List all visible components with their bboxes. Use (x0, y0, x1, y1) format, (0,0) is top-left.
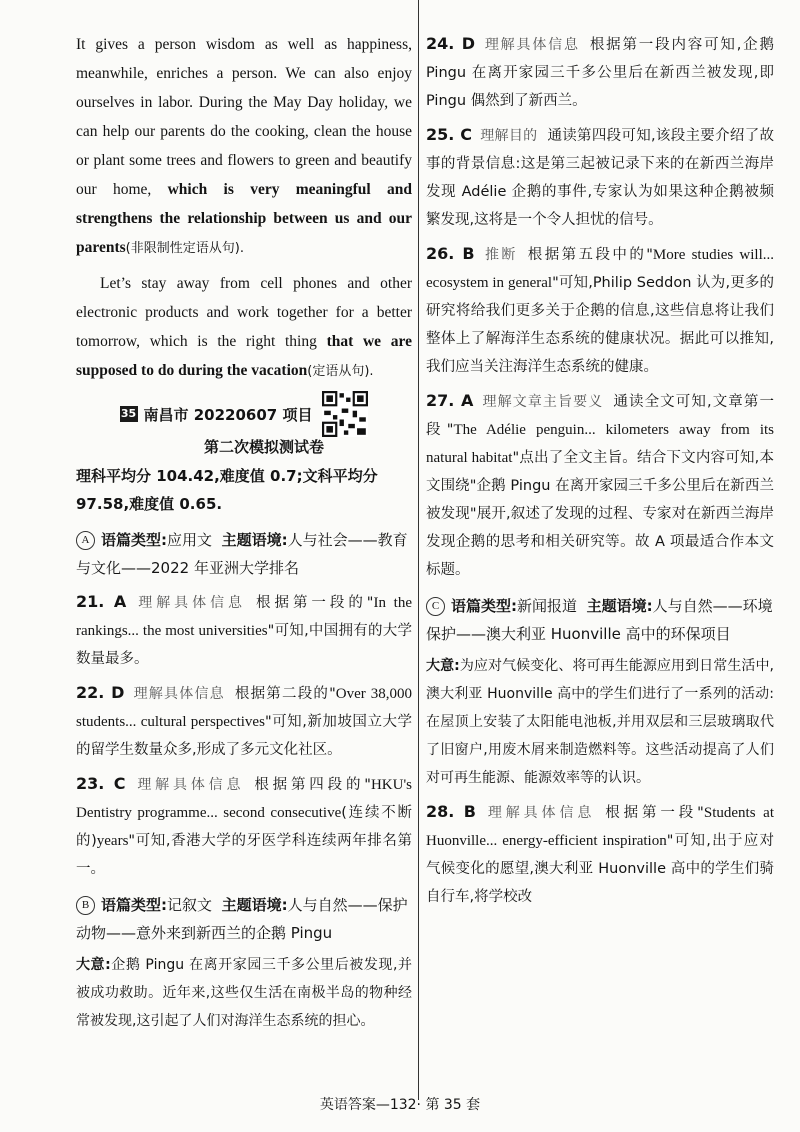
answer-28: 28. B 理解具体信息 根据第一段"Students at Huonville... energy-efficient inspiration"可知,出于应对气候变化的愿望,澳大利亚 Huonville 高中的学生们骑自行车,将学校改 (426, 802, 775, 905)
section-letter: A (76, 531, 95, 550)
section-b-summary: 大意:企鹅 Pingu 在离开家园三千多公里后被发现,并被成功救助。近年来,这些仅生活在南极半岛的物种经常被发现,这引起了人们对海洋生态系统的担心。 (76, 957, 412, 1029)
exam-title: 南昌市 20220607 项目 (143, 405, 313, 424)
exam-subtitle: 第二次模拟测试卷 (203, 438, 324, 456)
section-a-header: A 语篇类型:应用文 主题语境:人与社会——教育与文化——2022 年亚洲大学排名 (76, 531, 408, 577)
answer-23: 23. C 理解具体信息 根据第四段的"HKU's Dentistry programme... second consecutive(连续不断的)years"可知,香港大学的牙医学科连续两年排名第一。 (76, 774, 413, 877)
section-c-header: C 语篇类型:新闻报道 主题语境:人与自然——环境保护——澳大利亚 Huonville 高中的环保项目 (426, 597, 773, 643)
right-column (426, 30, 774, 911)
score-stats: 理科平均分 104.42,难度值 0.7;文科平均分 97.58,难度值 0.65. (76, 467, 378, 513)
answer-24: 24. D 理解具体信息 根据第一段内容可知,企鹅 Pingu 在离开家园三千多公里后在新西兰被发现,即 Pingu 偶然到了新西兰。 (426, 34, 775, 109)
section-letter: C (426, 597, 445, 616)
answer-22: 22. D 理解具体信息 根据第二段的"Over 38,000 students... cultural perspectives"可知,新加坡国立大学的留学生数量众多,形成了多元文化社区。 (76, 683, 413, 758)
answer-25: 25. C 理解目的 通读第四段可知,该段主要介绍了故事的背景信息:这是第三起被记录下来的在新西兰海岸发现 Adélie 企鹅的事件,专家认为如果这种企鹅被频繁发现,这将是一个令人担忧的信号。 (426, 125, 774, 228)
qr-code-icon (322, 391, 368, 437)
essay-paragraph-2: Let’s stay away from cell phones and other electronic products and work together for a better tomorrow, which is the right thing that we are supposed to do during the vacation(定语从句). (76, 275, 412, 379)
left-column (76, 30, 412, 1035)
column-divider (418, 0, 419, 1100)
answer-21: 21. A 理解具体信息 根据第一段的"In the rankings... the most universities"可知,中国拥有的大学数量最多。 (76, 592, 413, 667)
section-c-summary: 大意:为应对气候变化、将可再生能源应用到日常生活中,澳大利亚 Huonville 高中的学生们进行了一系列的活动:在屋顶上安装了太阳能电池板,并用双层和三层玻璃取代了旧窗户,用废木屑来制造燃料等。这些活动提高了人们对可再生能源、能源效率等的认识。 (426, 658, 774, 786)
page-footer: 英语答案—132· 第 35 套 (319, 1097, 481, 1113)
set-number-badge: 35 (120, 407, 137, 420)
exam-title-row (76, 396, 412, 432)
answer-26: 26. B 推断 根据第五段中的"More studies will... ecosystem in general"可知,Philip Seddon 认为,更多的研究将给我们更多关于企鹅的信息,这些信息将让我们整体上了解海洋生态系统的健康状况。据此可以推知,我们应当关注海洋生态系统的健康。 (426, 244, 775, 375)
section-b-header: B 语篇类型:记叙文 主题语境:人与自然——保护动物——意外来到新西兰的企鹅 Pingu (76, 896, 408, 942)
essay-paragraph-1: It gives a person wisdom as well as happiness, meanwhile, enriches a person. We can also enjoy ourselves in labor. During the May Day holiday, we can help our parents do the cooking, clean the house or plant some trees and flowers to green and beautify our home, which is very meaningful and strengthens the relationship between us and our parents(非限制性定语从句). (76, 36, 412, 256)
answer-27: 27. A 理解文章主旨要义 通读全文可知,文章第一段"The Adélie penguin... kilometers away from its natural habitat"点出了全文主旨。结合下文内容可知,本文围绕"企鹅 Pingu 在离开家园三千多公里后在新西兰被发现"展开,叙述了发现的过程、专家对在新西兰海岸发现企鹅的思考和相关研究等。故 A 项最适合作本文标题。 (426, 391, 775, 578)
section-letter: B (76, 896, 95, 915)
